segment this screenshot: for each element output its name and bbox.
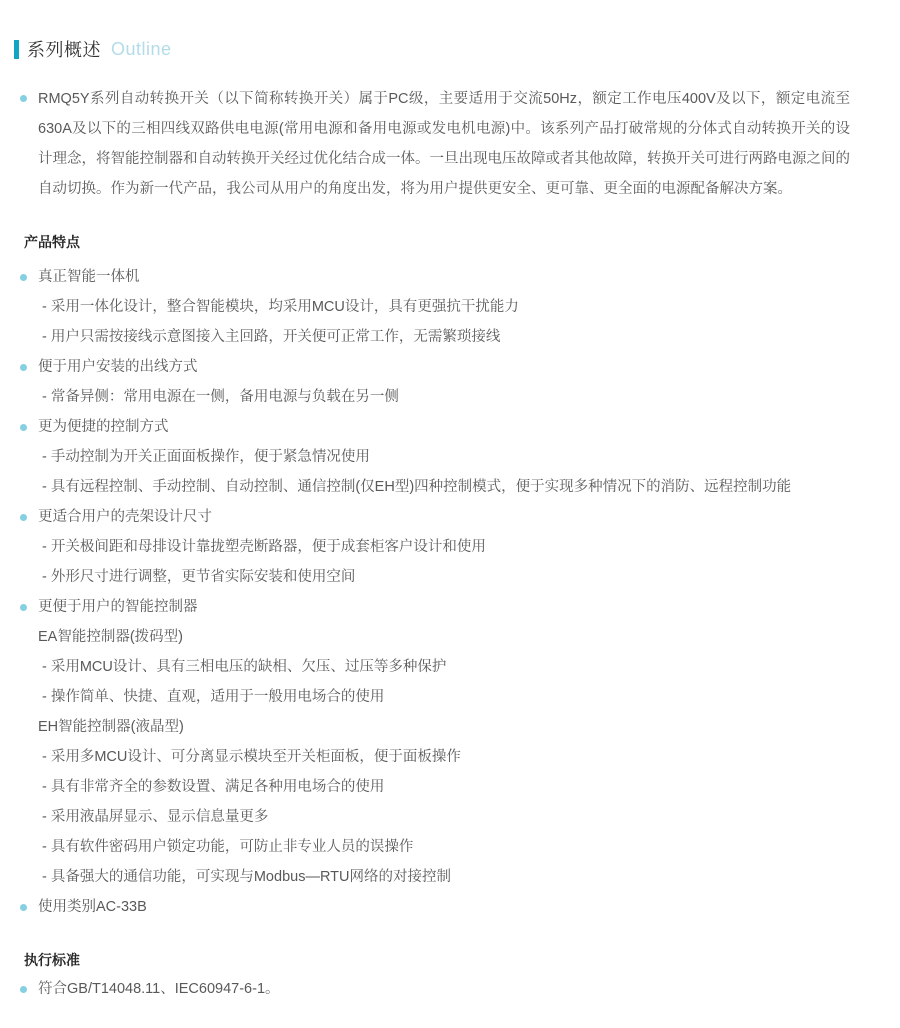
list-item-sub xyxy=(14,832,872,862)
list-item-text: - 具有软件密码用户锁定功能，可防止非专业人员的误操作 xyxy=(42,839,414,855)
page-title-row xyxy=(14,38,872,60)
features-list xyxy=(14,262,872,922)
list-item-text: - 外形尺寸进行调整，更节省实际安装和使用空间 xyxy=(42,569,356,585)
bullet-dot-icon xyxy=(20,364,27,371)
list-item-sub xyxy=(14,382,872,412)
list-item-text: - 用户只需按接线示意图接入主回路，开关便可正常工作，无需繁琐接线 xyxy=(42,329,501,345)
bullet-dot-icon xyxy=(20,604,27,611)
bullet-dot-icon xyxy=(20,274,27,281)
list-item-bullet xyxy=(14,352,872,382)
list-item-sub xyxy=(14,292,872,322)
list-item-text: EH智能控制器(液晶型) xyxy=(38,719,184,735)
list-item-text: - 采用MCU设计、具有三相电压的缺相、欠压、过压等多种保护 xyxy=(42,659,447,675)
list-item-text: - 具有非常齐全的参数设置、满足各种用电场合的使用 xyxy=(42,779,385,795)
bullet-dot-icon xyxy=(20,514,27,521)
list-item-sub xyxy=(14,472,872,502)
list-item-text: - 具有远程控制、手动控制、自动控制、通信控制(仅EH型)四种控制模式，便于实现多种情况下的消防、远程控制功能 xyxy=(42,479,792,495)
list-item-text: 更为便捷的控制方式 xyxy=(38,419,169,435)
list-item-text: - 采用液晶屏显示、显示信息量更多 xyxy=(42,809,269,825)
list-item-bullet xyxy=(14,974,872,1004)
list-item-bullet xyxy=(14,892,872,922)
overview-paragraph xyxy=(14,84,850,204)
list-item-sub xyxy=(14,532,872,562)
list-item-sub xyxy=(14,652,872,682)
list-item-text: - 操作简单、快捷、直观，适用于一般用电场合的使用 xyxy=(42,689,385,705)
list-item-text: 符合GB/T14048.11、IEC60947-6-1。 xyxy=(38,981,280,997)
list-item-sub xyxy=(14,682,872,712)
list-item-text: 更便于用户的智能控制器 xyxy=(38,599,198,615)
list-item-sub xyxy=(14,862,872,892)
list-item-sub xyxy=(14,562,872,592)
page-title-en: Outline xyxy=(111,38,172,59)
list-item-text: - 具备强大的通信功能，可实现与Modbus—RTU网络的对接控制 xyxy=(42,869,451,885)
bullet-dot-icon xyxy=(20,95,27,102)
list-item-text: 使用类别AC-33B xyxy=(38,899,147,915)
bullet-dot-icon xyxy=(20,904,27,911)
list-item-text: 便于用户安装的出线方式 xyxy=(38,359,198,375)
list-item-text: - 采用一体化设计，整合智能模块，均采用MCU设计，具有更强抗干扰能力 xyxy=(42,299,519,315)
page-title: 系列概述 xyxy=(27,40,101,60)
bullet-dot-icon xyxy=(20,986,27,993)
list-item-sub xyxy=(14,442,872,472)
list-item-bullet xyxy=(14,502,872,532)
list-item-bullet xyxy=(14,412,872,442)
list-item-sub xyxy=(14,772,872,802)
title-accent-bar xyxy=(14,40,19,59)
list-item-text: - 采用多MCU设计、可分离显示模块至开关柜面板，便于面板操作 xyxy=(42,749,461,765)
overview-text: RMQ5Y系列自动转换开关（以下简称转换开关）属于PC级，主要适用于交流50Hz，额定工作电压400V及以下，额定电流至630A及以下的三相四线双路供电电源(常用电源和备用电源或发电机电源)中。该系列产品打破常规的分体式自动转换开关的设计理念，将智能控制器和自动转换开关经过优化结合成一体。一旦出现电压故障或者其他故障，转换开关可进行两路电源之间的自动切换。作为新一代产品，我公司从用户的角度出发，将为用户提供更安全、更可靠、更全面的电源配备解决方案。 xyxy=(38,91,850,197)
list-item-text: 更适合用户的壳架设计尺寸 xyxy=(38,509,212,525)
list-item-text: - 手动控制为开关正面面板操作，便于紧急情况使用 xyxy=(42,449,370,465)
list-item-text: 真正智能一体机 xyxy=(38,269,140,285)
standards-heading: 执行标准 xyxy=(24,952,80,968)
list-item-bullet xyxy=(14,592,872,622)
features-heading: 产品特点 xyxy=(24,234,80,250)
list-item-sub xyxy=(14,802,872,832)
list-item-text: - 开关极间距和母排设计靠拢塑壳断路器，便于成套柜客户设计和使用 xyxy=(42,539,486,555)
list-item-text: - 常备异侧：常用电源在一侧，备用电源与负载在另一侧 xyxy=(42,389,399,405)
standards-list xyxy=(14,974,872,1004)
list-item-sub xyxy=(14,322,872,352)
list-item-sub xyxy=(14,742,872,772)
list-item-plain xyxy=(14,712,872,742)
list-item-text: EA智能控制器(拨码型) xyxy=(38,629,183,645)
list-item-plain xyxy=(14,622,872,652)
list-item-bullet xyxy=(14,262,872,292)
bullet-dot-icon xyxy=(20,424,27,431)
